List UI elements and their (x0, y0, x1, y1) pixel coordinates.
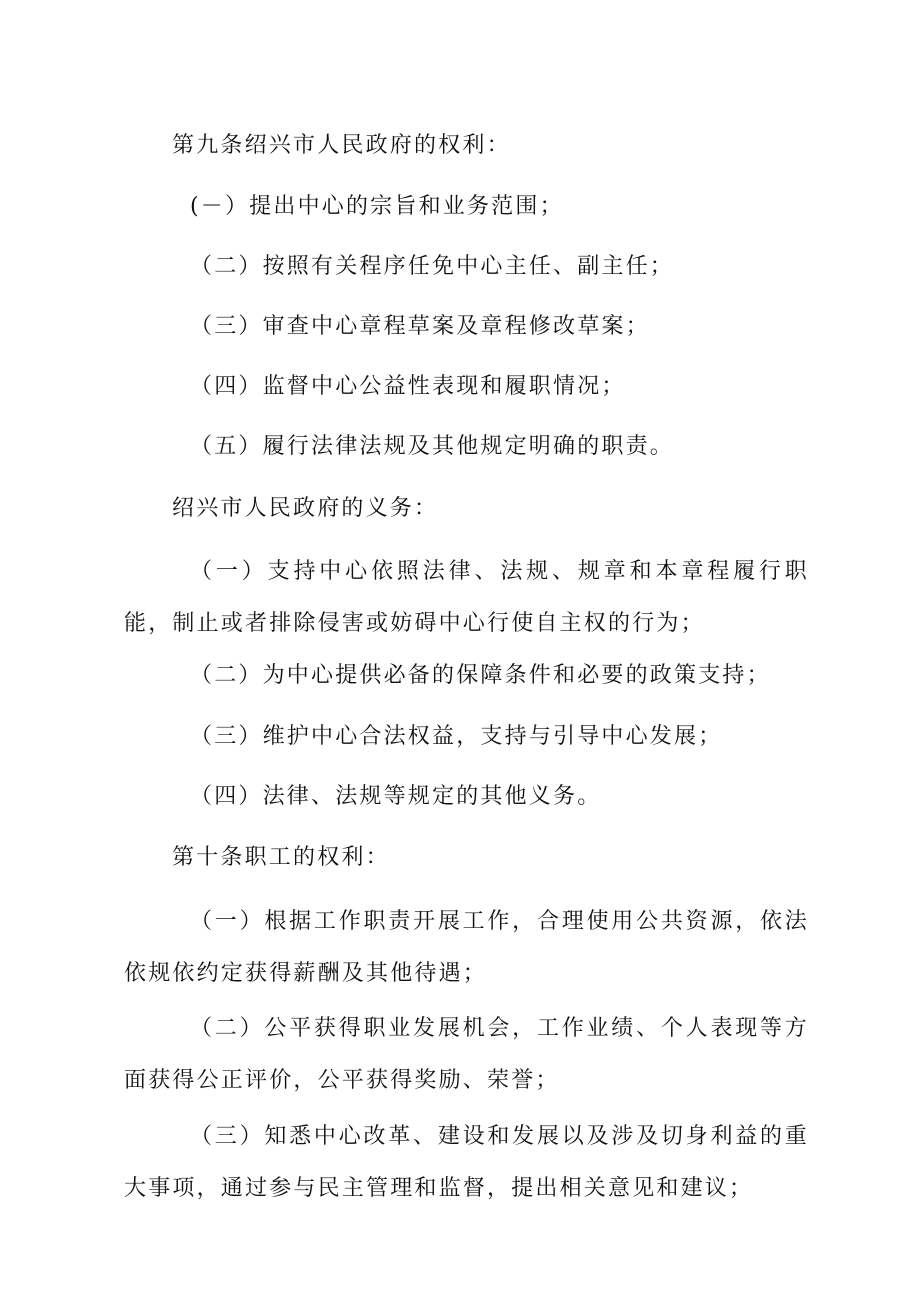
gov-duty-item-3: （三）维护中心合法权益，支持与引导中心发展； (190, 724, 723, 749)
gov-duties-heading: 绍兴市人民政府的义务： (172, 496, 439, 521)
gov-right-item-1: (－）提出中心的宗旨和业务范围； (190, 194, 564, 219)
staff-right-item-2: （二）公平获得职业发展机会，工作业绩、个人表现等方面获得公正评价，公平获得奖励、荣誉； (124, 1016, 809, 1093)
gov-duty-item-4: （四）法律、法规等规定的其他义务。 (190, 784, 602, 809)
gov-right-item-4: （四）监督中心公益性表现和履职情况； (190, 374, 626, 399)
gov-right-item-2: （二）按照有关程序任免中心主任、副主任； (190, 254, 675, 279)
article-9-heading: 第九条绍兴市人民政府的权利： (172, 133, 511, 158)
gov-duty-item-1: （一）支持中心依照法律、法规、规章和本章程履行职能，制止或者排除侵害或妨碍中心行使自主权的行为； (124, 559, 809, 636)
gov-right-item-3: （三）审查中心章程草案及章程修改草案； (190, 314, 650, 339)
article-10-heading: 第十条职工的权利： (172, 845, 390, 870)
staff-right-item-1: （一）根据工作职责开展工作，合理使用公共资源，依法依规依约定获得薪酬及其他待遇； (124, 909, 809, 986)
staff-right-item-3: （三）知悉中心改革、建设和发展以及涉及切身利益的重大事项，通过参与民主管理和监督，提出相关意见和建议； (124, 1124, 809, 1201)
gov-duty-item-2: （二）为中心提供必备的保障条件和必要的政策支持； (190, 663, 771, 688)
gov-right-item-5: （五）履行法律法规及其他规定明确的职责。 (190, 434, 675, 459)
